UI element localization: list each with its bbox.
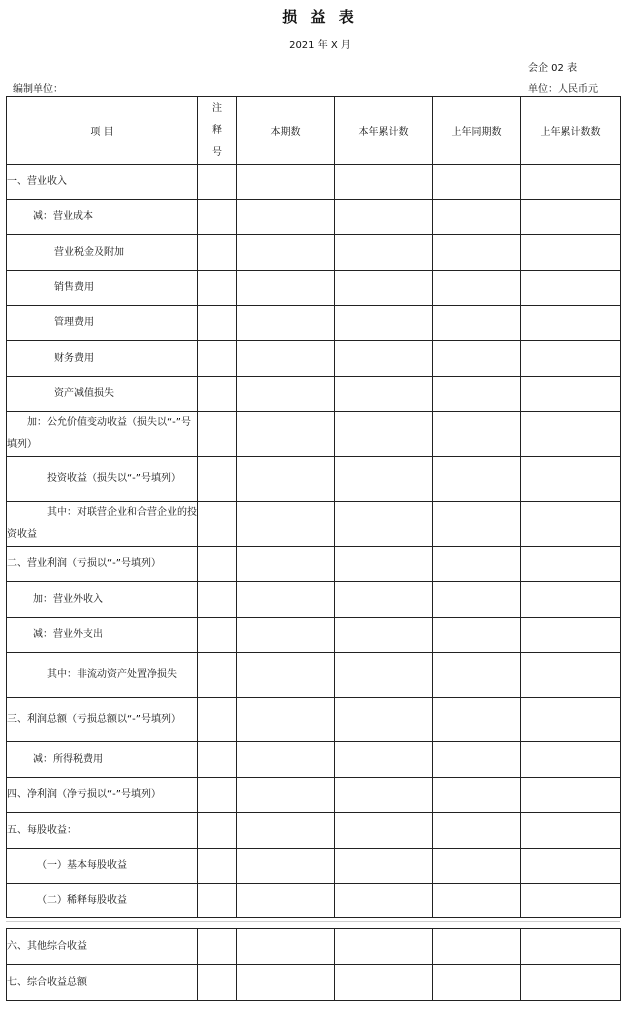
prior-same-period-cell[interactable] [433,200,521,235]
prior-same-period-cell[interactable] [433,377,521,412]
note-cell[interactable] [198,341,237,377]
current-period-cell[interactable] [237,582,335,618]
note-cell[interactable] [198,271,237,306]
note-cell[interactable] [198,698,237,742]
prior-year-to-date-cell[interactable] [521,813,621,849]
year-to-date-cell[interactable] [335,457,433,502]
statement-period: 2021 年 X 月 [289,40,351,51]
current-period-cell[interactable] [237,502,335,547]
prior-year-to-date-cell[interactable] [521,884,621,918]
note-cell[interactable] [198,377,237,412]
current-period-cell[interactable] [237,698,335,742]
table-row [7,271,621,306]
row-label: 二、营业利润（亏损以“-”号填列） [7,547,198,582]
table-row [7,377,621,412]
prior-same-period-cell[interactable] [433,698,521,742]
note-cell[interactable] [198,582,237,618]
row-label: 加：公允价值变动收益（损失以“-”号填列） [7,412,198,457]
year-to-date-cell[interactable] [335,271,433,306]
prior-same-period-cell[interactable] [433,742,521,778]
note-cell[interactable] [198,412,237,457]
row-label: 财务费用 [7,341,198,377]
prior-same-period-cell[interactable] [433,306,521,341]
column-header-note [198,97,237,165]
prior-same-period-cell[interactable] [433,849,521,884]
compiling-unit-label: 编制单位： [13,84,63,95]
prior-same-period-cell[interactable] [433,235,521,271]
prior-year-to-date-cell[interactable] [521,412,621,457]
prior-year-to-date-cell[interactable] [521,235,621,271]
prior-year-to-date-cell[interactable] [521,618,621,653]
prior-year-to-date-cell[interactable] [521,929,621,965]
year-to-date-cell[interactable] [335,929,433,965]
column-header-note-char: 注 [212,102,222,114]
year-to-date-cell[interactable] [335,377,433,412]
year-to-date-cell[interactable] [335,306,433,341]
year-to-date-cell[interactable] [335,502,433,547]
prior-same-period-cell[interactable] [433,778,521,813]
prior-same-period-cell[interactable] [433,813,521,849]
column-header-prior-same-period: 上年同期数 [433,97,521,165]
income-statement-table [6,96,621,918]
current-period-cell[interactable] [237,341,335,377]
prior-same-period-cell[interactable] [433,965,521,1001]
prior-same-period-cell[interactable] [433,884,521,918]
row-label: 七、综合收益总额 [7,965,198,1001]
note-cell[interactable] [198,965,237,1001]
year-to-date-cell[interactable] [335,884,433,918]
year-to-date-cell[interactable] [335,965,433,1001]
note-cell[interactable] [198,813,237,849]
prior-year-to-date-cell[interactable] [521,306,621,341]
note-cell[interactable] [198,653,237,698]
year-to-date-cell[interactable] [335,582,433,618]
row-label: 加：营业外收入 [7,582,198,618]
note-cell[interactable] [198,547,237,582]
note-cell[interactable] [198,200,237,235]
prior-year-to-date-cell[interactable] [521,778,621,813]
table-row [7,849,621,884]
column-header-note-char: 号 [212,146,222,158]
statement-title: 损 益 表 [282,8,358,26]
current-period-cell[interactable] [237,200,335,235]
row-label: （一）基本每股收益 [7,849,198,884]
prior-same-period-cell[interactable] [433,341,521,377]
table-row [7,582,621,618]
row-label: 其中：对联营企业和合营企业的投资收益 [7,502,198,547]
prior-same-period-cell[interactable] [433,457,521,502]
note-cell[interactable] [198,778,237,813]
table-row [7,502,621,547]
prior-year-to-date-cell[interactable] [521,547,621,582]
prior-year-to-date-cell[interactable] [521,271,621,306]
table-row [7,965,621,1001]
table-row [7,547,621,582]
prior-same-period-cell[interactable] [433,502,521,547]
row-label: 投资收益（损失以“-”号填列） [7,457,198,502]
row-label: 三、利润总额（亏损总额以“-”号填列） [7,698,198,742]
table-row [7,165,621,200]
prior-same-period-cell[interactable] [433,929,521,965]
note-cell[interactable] [198,165,237,200]
row-label: 一、营业收入 [7,165,198,200]
current-period-cell[interactable] [237,165,335,200]
current-period-cell[interactable] [237,884,335,918]
current-period-cell[interactable] [237,306,335,341]
prior-same-period-cell[interactable] [433,582,521,618]
form-number: 会企 02 表 [528,63,578,74]
year-to-date-cell[interactable] [335,742,433,778]
prior-same-period-cell[interactable] [433,618,521,653]
note-cell[interactable] [198,742,237,778]
year-to-date-cell[interactable] [335,165,433,200]
currency-unit-label: 单位：人民币元 [528,84,598,95]
note-cell[interactable] [198,457,237,502]
prior-year-to-date-cell[interactable] [521,698,621,742]
prior-year-to-date-cell[interactable] [521,653,621,698]
current-period-cell[interactable] [237,742,335,778]
prior-year-to-date-cell[interactable] [521,200,621,235]
prior-same-period-cell[interactable] [433,547,521,582]
prior-same-period-cell[interactable] [433,653,521,698]
year-to-date-cell[interactable] [335,813,433,849]
current-period-cell[interactable] [237,813,335,849]
table-row [7,813,621,849]
row-label: 五、每股收益： [7,813,198,849]
table-header-row [7,97,621,165]
current-period-cell[interactable] [237,618,335,653]
prior-year-to-date-cell[interactable] [521,377,621,412]
row-label: 减：所得税费用 [7,742,198,778]
year-to-date-cell[interactable] [335,849,433,884]
year-to-date-cell[interactable] [335,200,433,235]
prior-year-to-date-cell[interactable] [521,502,621,547]
column-header-prior-year-to-date: 上年累计数数 [521,97,621,165]
row-label: 六、其他综合收益 [7,929,198,965]
prior-year-to-date-cell[interactable] [521,965,621,1001]
row-label: 减：营业外支出 [7,618,198,653]
current-period-cell[interactable] [237,457,335,502]
table-row [7,698,621,742]
note-cell[interactable] [198,618,237,653]
current-period-cell[interactable] [237,377,335,412]
note-cell[interactable] [198,235,237,271]
table-row [7,929,621,965]
column-header-current-period: 本期数 [237,97,335,165]
year-to-date-cell[interactable] [335,653,433,698]
row-label: 资产减值损失 [7,377,198,412]
current-period-cell[interactable] [237,235,335,271]
comprehensive-income-table [6,928,621,1001]
prior-same-period-cell[interactable] [433,271,521,306]
note-cell[interactable] [198,929,237,965]
row-label: 营业税金及附加 [7,235,198,271]
table-row [7,235,621,271]
row-label: （二）稀释每股收益 [7,884,198,918]
note-cell[interactable] [198,849,237,884]
current-period-cell[interactable] [237,412,335,457]
current-period-cell[interactable] [237,778,335,813]
table-row [7,306,621,341]
row-label: 四、净利润（净亏损以“-”号填列） [7,778,198,813]
year-to-date-cell[interactable] [335,547,433,582]
current-period-cell[interactable] [237,965,335,1001]
current-period-cell[interactable] [237,653,335,698]
prior-year-to-date-cell[interactable] [521,582,621,618]
year-to-date-cell[interactable] [335,698,433,742]
year-to-date-cell[interactable] [335,778,433,813]
year-to-date-cell[interactable] [335,618,433,653]
current-period-cell[interactable] [237,929,335,965]
prior-year-to-date-cell[interactable] [521,849,621,884]
table-row [7,618,621,653]
page-break-line [6,921,620,922]
row-label: 其中：非流动资产处置净损失 [7,653,198,698]
note-cell[interactable] [198,306,237,341]
prior-year-to-date-cell[interactable] [521,341,621,377]
table-row [7,884,621,918]
table-row [7,742,621,778]
table-row [7,412,621,457]
prior-year-to-date-cell[interactable] [521,742,621,778]
prior-same-period-cell[interactable] [433,165,521,200]
year-to-date-cell[interactable] [335,235,433,271]
current-period-cell[interactable] [237,849,335,884]
column-header-year-to-date: 本年累计数 [335,97,433,165]
note-cell[interactable] [198,502,237,547]
year-to-date-cell[interactable] [335,412,433,457]
prior-same-period-cell[interactable] [433,412,521,457]
prior-year-to-date-cell[interactable] [521,457,621,502]
table-row [7,457,621,502]
table-row [7,200,621,235]
note-cell[interactable] [198,884,237,918]
row-label: 管理费用 [7,306,198,341]
row-label: 销售费用 [7,271,198,306]
column-header-item: 项 目 [7,97,198,165]
table-row [7,341,621,377]
current-period-cell[interactable] [237,271,335,306]
column-header-note-char: 释 [212,124,222,136]
current-period-cell[interactable] [237,547,335,582]
prior-year-to-date-cell[interactable] [521,165,621,200]
table-row [7,778,621,813]
table-row [7,653,621,698]
row-label: 减：营业成本 [7,200,198,235]
year-to-date-cell[interactable] [335,341,433,377]
